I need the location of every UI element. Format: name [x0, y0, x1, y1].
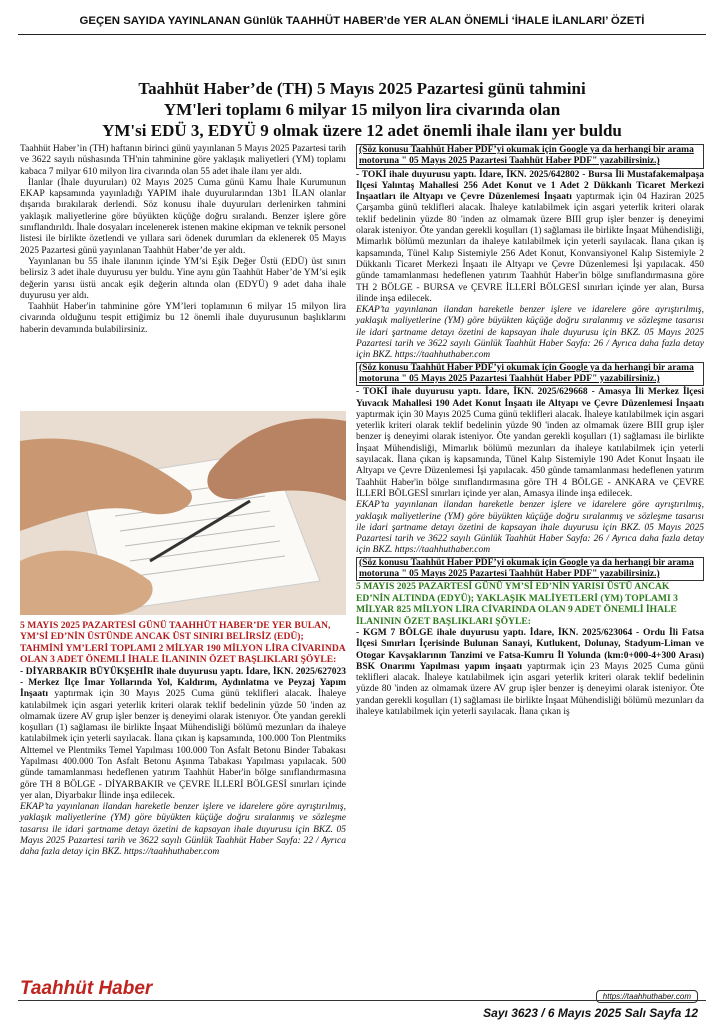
- ad-reference: EKAP’ta yayınlanan ilandan hareketle benzer işlere ve idarelere göre ayrıştırılmış, yaklaşık maliyetlerine (YM) göre büyükten küçüğe doğru sıralanmış ve sözleşme tasarısı ile idari şartname detayı özetini de kapsayan ihale duyurusu için BKZ. 05 Mayıs 2025 Pazartesi tarih ve 3622 sayılı Günlük Taahhüt Haber Sayfa: 26 / Ayrıca daha fazla detay için BKZ. https://taahhuthaber.com: [356, 500, 704, 556]
- intro-paragraph: Yayınlanan bu 55 ihale ilanının içinde YM’si Eşik Değer Üstü (EDÜ) üst sınırı belirsiz 3 adet ihale duyurusu yer buldu. Yine aynı gün Taahhüt Haber’de YM’si eşik değerin yarısı üstü ancak eşik değerin altında olan (EDYÜ) 9 adet daha ihale duyurusu yer aldı.: [20, 256, 346, 301]
- handshake-document-photo: [20, 411, 346, 615]
- edyu-section-heading: 5 MAYIS 2025 PAZARTESİ GÜNÜ YM’Sİ ED’NİN YARISI ÜSTÜ ANCAK ED’NİN ALTINDA (EDYÜ); YAKLAŞIK MALİYETLERİ (YM) TOPLAMI 3 MİLYAR 825 MİLYON LİRA CİVARINDA OLAN 9 ADET ÖNEMLİ İHALE İLANININ ÖZET BAŞLIKLARI ŞÖYLE:: [356, 581, 678, 627]
- headline-line-1: Taahhüt Haber’de (TH) 5 Mayıs 2025 Pazartesi günü tahmini: [138, 79, 586, 98]
- ad-body: yaptırmak için 23 Mayıs 2025 Cuma günü teklifleri alacak. İhaleye katılabilmek için asgari yeterlik kriteri olarak teklif bedelinin yüzde 80 'inden az olmamak üzere AV grup işler benzer iş deneyimi olarak isteniyor. Öte yandan gerekli koşulları (1) sağlaması ile birlikte İnşaat Mühendisliği bölümü mezunları da ihaleye katılabilmek için yeterli sayılacak. İlana çıkan iş: [356, 661, 705, 717]
- right-column: [356, 144, 704, 718]
- headline: [20, 78, 704, 141]
- ad-title: - KGM 7 BÖLGE ihale duyurusu yaptı. İdare, İKN. 2025/623064 - Ordu İli Fatsa İlçesi Sınırları İçerisinde Bulunan Sanayi, Kutlukent, Dolunay, Stadyum-Liman ve Otogar Kavşaklarının Tanzimi ve Fatsa-Kumru İl Yolunda (km:0+000-4+300 Arası) BSK Onarımı Yapılması yapım inşaatı: [356, 627, 704, 672]
- intro-paragraph: İlanlar (İhale duyuruları) 02 Mayıs 2025 Cuma günü Kamu İhale Kurumunun EKAP kapsamında yayınladığı YAPIM ihale duyurularından 13b1 İLAN olanlar dışarıda bırakılarak derlendi. Söz konusu ihale duyuruları derlenirken tahmini yaklaşık maliyetlerine göre büyükten küçüğe doğru sıralandı. Benzer işlere göre sınıflandırıldı. İhale dosyaları incelenerek istenen makine ekipman ve teknik personel listesi ile birlikte özetlendi ve yıllara sari ödenek durumları da eklenerek 05 Mayıs 2025 Pazartesi günü yayınlanan Taahhüt Haber’de yer aldı.: [20, 177, 346, 256]
- ihale-ad: [20, 667, 346, 859]
- ad-reference: EKAP’ta yayınlanan ilandan hareketle benzer işlere ve idarelere göre ayrıştırılmış, yaklaşık maliyetlerine (YM) göre büyükten küçüğe doğru sıralanmış ve sözleşme tasarısı ile idari şartname detayı özetini de kapsayan ihale duyurusu için BKZ. 05 Mayıs 2025 Pazartesi tarih ve 3622 sayılı Günlük Taahhüt Haber Sayfa: 26 / Ayrıca daha fazla detay için BKZ. https://taahhuthaber.com: [356, 305, 704, 361]
- ihale-ad: [356, 170, 704, 362]
- ad-title: - DİYARBAKIR BÜYÜKŞEHİR ihale duyurusu yaptı. İdare, İKN. 2025/627023 - Merkez İlçe İmar Yollarında Yol, Kaldırım, Aydınlatma ve Peyzaj Yapım İnşaatı: [20, 666, 346, 700]
- website-link[interactable]: https://taahhuthaber.com: [596, 990, 698, 1003]
- headline-line-3: YM'si EDÜ 3, EDYÜ 9 olmak üzere 12 adet önemli ihale ilanı yer buldu: [102, 121, 622, 140]
- pdf-search-note: (Söz konusu Taahhüt Haber PDF’yi okumak için Google ya da herhangi bir arama motoruna " 05 Mayıs 2025 Pazartesi Taahhüt Haber PDF" yazabilirsiniz.): [356, 557, 704, 582]
- ad-title: - TOKİ ihale duyurusu yaptı. İdare, İKN. 2025/642802 - Bursa İli Mustafakemalpaşa İlçesi Yalıntaş Mahallesi 256 Adet Konut ve 1 Adet 2 Dükkanlı Ticaret Merkezi İnşaatları ile Altyapı ve Çevre Düzenlemesi İnşaatı: [356, 169, 704, 203]
- banner: GEÇEN SAYIDA YAYINLANAN Günlük TAAHHÜT HABER’de YER ALAN ÖNEMLİ ‘İHALE İLANLARI’ ÖZETİ: [18, 8, 706, 35]
- issue-info: Sayı 3623 / 6 Mayıs 2025 Salı Sayfa 12: [483, 1006, 698, 1020]
- intro-paragraph: Taahhüt Haber'in tahminine göre YM’leri toplamının 6 milyar 15 milyon lira civarında olduğunu tespit ettiğimiz bu 12 önemli ihale duyurusunun başlıklarını haberin devamında bulabilirsiniz.: [20, 302, 346, 335]
- handshake-document-icon: [20, 411, 346, 615]
- ad-reference: EKAP’ta yayınlanan ilandan hareketle benzer işlere ve idarelere göre ayrıştırılmış, yaklaşık maliyetlerine (YM) göre büyükten küçüğe doğru sıralanmış ve sözleşme tasarısı ile idari şartname detayı özetini de kapsayan ihale duyurusu için BKZ. 05 Mayıs 2025 Pazartesi tarih ve 3622 sayılı Günlük Taahhüt Haber Sayfa: 22 / Ayrıca daha fazla detay için BKZ. https://taahhuthaber.com: [20, 802, 346, 858]
- brand-logo: Taahhüt Haber: [20, 978, 153, 999]
- ad-body: yaptırmak için 30 Mayıs 2025 Cuma günü teklifleri alacak. İhaleye katılabilmek için asgari yeterlik kriteri olarak teklif bedelinin yüzde 50 'inden az olmamak üzere AV grup işler benzer iş deneyimi olarak istenıyor. Öte yandan gerekli koşulları (1) sağlaması ile birlikte İnşaat Mühendisliği bölümü mezunları da ihaleye katılabilmek için yeterli sayılacak. İlana çıkan iş kapsamında, 100.000 Ton Plentmiks Alttemel ve Plentmiks Temel Yapılması 100.000 Ton Asfalt Betonu Binder Tabakası Yapılması 400.000 Ton Asfalt Betonu Aşınma Tabakası Yapılması yapılacak. 500 günde tamamlanması hedeflenen yatırım Taahhüt Haber'in bölge sınıflandırmasına göre TH 8 BÖLGE - DİYARBAKIR ve ÇEVRE İLLERİ BÖLGESİ sınırları içinde yer alan, Diyarbakır İlinde inşa edilecek.: [20, 689, 346, 801]
- intro-column: [20, 144, 346, 336]
- ihale-ad: [356, 387, 704, 556]
- edu-section-heading: 5 MAYIS 2025 PAZARTESİ GÜNÜ TAAHHÜT HABER’DE YER BULAN, YM’Sİ ED’NİN ÜSTÜNDE ANCAK ÜST SINIRI BELİRSİZ (EDÜ); TAHMİNİ YM’LERİ TOPLAMI 2 MİLYAR 190 MİLYON LİRA CİVARINDA OLAN 3 ADET ÖNEMLİ İHALE İLANININ ÖZET BAŞLIKLARI ŞÖYLE:: [20, 620, 346, 666]
- pdf-search-note: (Söz konusu Taahhüt Haber PDF’yi okumak için Google ya da herhangi bir arama motoruna " 05 Mayıs 2025 Pazartesi Taahhüt Haber PDF" yazabilirsiniz.): [356, 362, 704, 387]
- ad-body: yaptırmak için 04 Haziran 2025 Çarşamba günü teklifleri alacak. İhaleye katılabilmek için asgari yeterlik kriteri olarak teklif bedelinin yüzde 80 'inden az olmamak üzere BIII grup işler benzer iş deneyimi olarak isteniyor. Öte yandan gerekli koşulları (1) sağlaması ile birlikte İnşaat Mühendisliği, Mimarlık bölümü mezunları da ihaleye katılabilmek için yeterli sayılacak. İlana çıkan iş kapsamında, Tünel Kalıp Sistemiyle 256 Adet Konut, Konvansiyonel Kalıp Sistemiyle 2 Dükkanlı Ticaret Merkezi İnşaatı ile Altyapı ve Çevre Düzenlemesi İşi yapılacak. 450 günde tamamlanması hedeflenen yatırım Taahhüt Haber'in bölge sınıflandırmasına göre TH 2 BÖLGE - BURSA ve ÇEVRE İLLERİ BÖLGESİ sınırları içinde yer alan, Bursa ilinde inşa edilecek.: [356, 192, 704, 304]
- intro-paragraph: Taahhüt Haber’in (TH) haftanın birinci günü yayınlanan 5 Mayıs 2025 Pazartesi tarih ve 3622 sayılı nüshasında TH'nin tahminine göre yaklaşık maliyetleri (YM) toplamı kabaca 7 milyar 610 milyon lira civarında olan 55 adet ihale ilanı yer aldı.: [20, 144, 346, 177]
- ad-body: yaptırmak için 30 Mayıs 2025 Cuma günü teklifleri alacak. İhaleye katılabilmek için asgari yeterlik kriteri olarak teklif bedelinin yüzde 90 'inden az olmamak üzere BIII grup işler benzer iş deneyimi olarak isteniyor. Öte yandan gerekli koşulları (1) sağlaması ile birlikte İnşaat Mühendisliği, Mimarlık bölümü mezunları da ihaleye katılabilmek için yeterli sayılacak. İlana çıkan iş kapsamında, Tünel Kalıp Sistemiyle 190 Adet Konut İnşaatı ile Altyapı ve Çevre Düzenlemesi İşi yapılacak. 450 günde tamamlanması hedeflenen yatırım Taahhüt Haber'in bölge sınıflandırmasına göre TH 4 BÖLGE - ANKARA ve ÇEVRE İLLERİ BÖLGESİ sınırları içinde yer alan, Amasya ilinde inşa edilecek.: [356, 409, 704, 499]
- pdf-search-note: (Söz konusu Taahhüt Haber PDF’yi okumak için Google ya da herhangi bir arama motoruna " 05 Mayıs 2025 Pazartesi Taahhüt Haber PDF" yazabilirsiniz.): [356, 144, 704, 169]
- edu-column: [20, 620, 346, 859]
- headline-line-2: YM'leri toplamı 6 milyar 15 milyon lira civarında olan: [163, 100, 561, 119]
- ihale-ad: [356, 628, 704, 718]
- ad-title: - TOKİ ihale duyurusu yaptı. İdare, İKN. 2025/629668 - Amasya İli Merkez İlçesi Yuvacık Mahallesi 190 Adet Konut İnşaatı ile Altyapı ve Çevre Düzenlemesi İnşaatı: [356, 387, 704, 409]
